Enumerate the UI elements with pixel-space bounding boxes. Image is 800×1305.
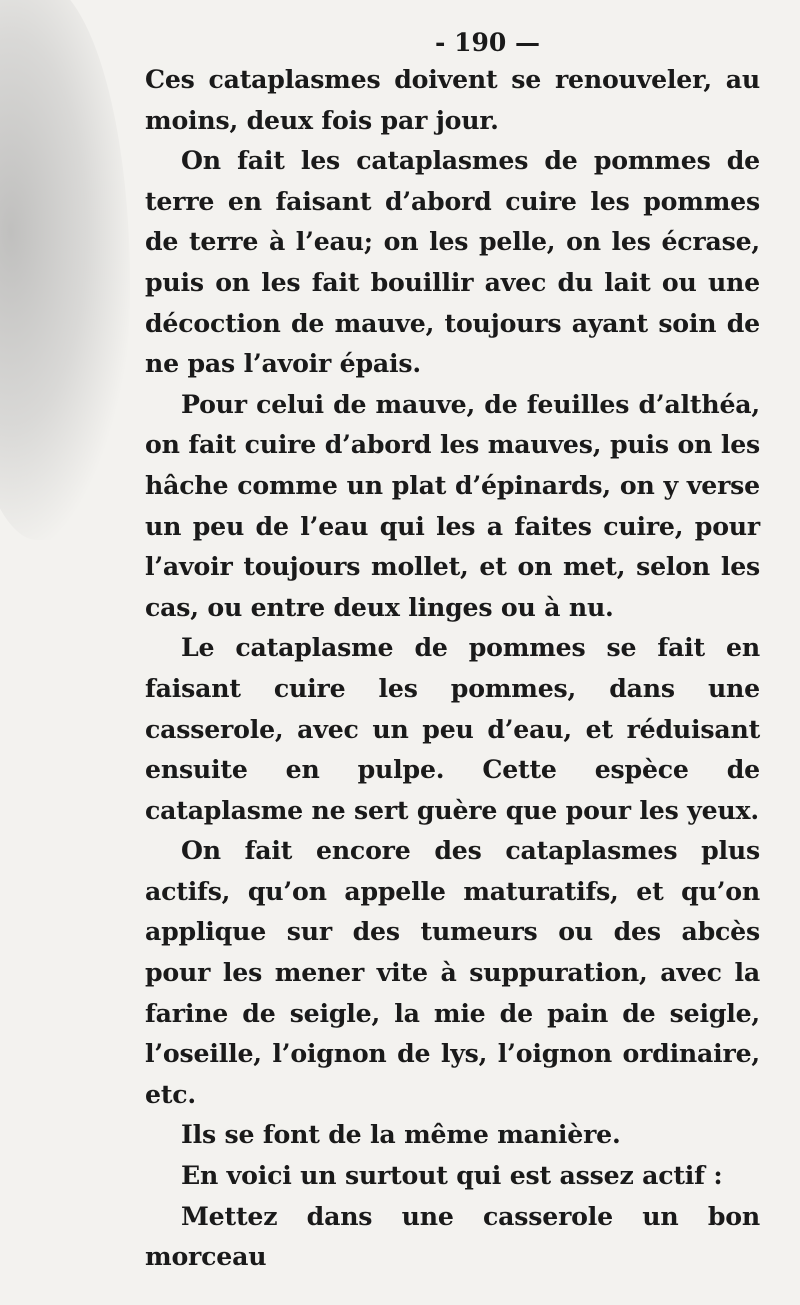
page-number: - 190 —: [435, 28, 540, 57]
paragraph-7: En voici un surtout qui est assez actif :: [181, 1160, 723, 1191]
paragraph-2: On fait les cataplasmes de pommes de terre en faisant d’abord cuire les pommes de terre à l’eau; on les pelle, on les écrase, puis on les fait bouillir avec du lait ou une décoction de mauve, toujours ayant soin de ne pas l’avoir épais.: [145, 145, 760, 379]
paragraph-5: On fait encore des cataplasmes plus actifs, qu’on appelle maturatifs, et qu’on applique sur des tumeurs ou des abcès pour les mener vite à suppuration, avec la farine de seigle, la mie de pain de seigle, l’oseille, l’oignon de lys, l’oignon ordinaire, etc.: [145, 835, 760, 1109]
paragraph-1: Ces cataplasmes doivent se renouveler, au moins, deux fois par jour.: [145, 64, 760, 135]
paragraph-8: Mettez dans une casserole un bon morceau: [145, 1200, 760, 1272]
water-stain: [0, 0, 130, 540]
book-page: [145, 28, 760, 1277]
paragraph-3: Pour celui de mauve, de feuilles d’althéa, on fait cuire d’abord les mauves, puis on les hâche comme un plat d’épinards, on y verse un peu de l’eau qui les a faites cuire, pour l’avoir toujours mollet, et on met, selon les cas, ou entre deux linges ou à nu.: [145, 388, 760, 622]
paragraph-4: Le cataplasme de pommes se fait en faisant cuire les pommes, dans une casserole, avec un peu d’eau, et réduisant ensuite en pulpe. Cette espèce de cataplasme ne sert guère que pour les yeux.: [145, 632, 760, 825]
paragraph-6: Ils se font de la même manière.: [181, 1119, 621, 1150]
